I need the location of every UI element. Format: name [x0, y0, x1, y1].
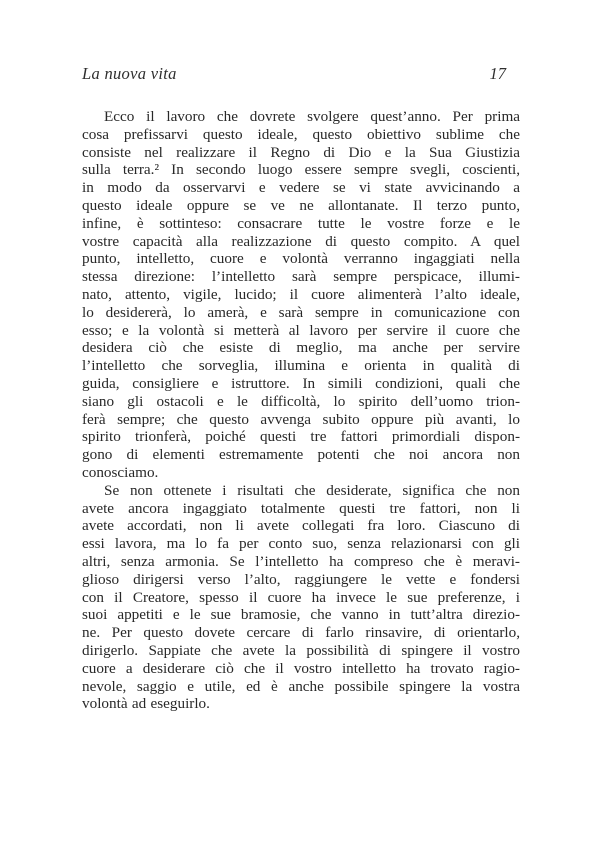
text-line: l’intelletto che sorveglia, illumina e orienta in qualità di: [82, 357, 520, 375]
paragraph: [82, 482, 520, 713]
text-line: cuore a desiderare ciò che il vostro intelletto ha trovato ragio-: [82, 659, 520, 677]
text-line: cosa prefissarvi questo ideale, questo obiettivo sublime che: [82, 125, 520, 143]
text-line: desidera ciò che esiste di meglio, ma anche per servire: [82, 339, 520, 357]
text-line: lo desidererà, lo amerà, e sarà sempre in comunicazione con: [82, 303, 520, 321]
text-line: glioso dirigersi verso l’alto, raggiungere le vette e fondersi: [82, 570, 520, 588]
text-line: suoi appetiti e le sue bramosie, che vanno in tutt’altra direzio-: [82, 606, 520, 624]
text-line: gono di elementi estremamente potenti che noi ancora non: [82, 446, 520, 464]
text-line: questo ideale oppure se ve ne allontanate. Il terzo punto,: [82, 196, 520, 214]
text-line: stessa direzione: l’intelletto sarà sempre perspicace, illumi-: [82, 268, 520, 286]
text-line: in modo da osservarvi e vedere se vi state avvicinando a: [82, 179, 520, 197]
text-line: esso; e la volontà si metterà al lavoro per servire il cuore che: [82, 321, 520, 339]
page-body: [82, 108, 520, 713]
running-title: La nuova vita: [82, 64, 177, 83]
text-line: vostre capacità alla realizzazione di questo compito. A quel: [82, 232, 520, 250]
text-line: infine, è sottinteso: consacrare tutte le vostre forze e le: [82, 214, 520, 232]
text-line: conosciamo.: [82, 463, 159, 481]
page-number: 17: [489, 64, 506, 83]
paragraph: [82, 108, 520, 482]
page-header: [82, 64, 520, 84]
text-line: dirigerlo. Sappiate che avete la possibilità di spingere il vostro: [82, 641, 520, 659]
text-line: ne. Per questo dovete cercare di farlo rinsavire, di orientarlo,: [82, 624, 520, 642]
text-line: punto, intelletto, cuore e volontà verranno ingaggiati nella: [82, 250, 520, 268]
text-line: consiste nel realizzare il Regno di Dio e la Sua Giustizia: [82, 143, 520, 161]
text-line: spirito trionferà, poiché questi tre fattori primordiali dispon-: [82, 428, 520, 446]
text-line: con il Creatore, spesso il cuore ha invece le sue preferenze, i: [82, 588, 520, 606]
text-line: altri, senza armonia. Se l’intelletto ha compreso che è meravi-: [82, 552, 520, 570]
text-line: sulla terra.² In secondo luogo essere sempre svegli, coscienti,: [82, 161, 520, 179]
text-line: nato, attento, vigile, lucido; il cuore alimenterà l’alto ideale,: [82, 285, 520, 303]
text-line: guida, consigliere e istruttore. In simili condizioni, quali che: [82, 374, 520, 392]
text-line: Ecco il lavoro che dovrete svolgere quest’anno. Per prima: [104, 108, 520, 125]
text-line: essi lavora, ma lo fa per conto suo, senza relazionarsi con gli: [82, 535, 520, 553]
text-line: siano gli ostacoli e le difficoltà, lo spirito dell’uomo trion-: [82, 392, 520, 410]
text-line: nevole, saggio e utile, ed è anche possibile spingere la vostra: [82, 677, 520, 695]
text-line: Se non ottenete i risultati che desiderate, significa che non: [104, 481, 520, 499]
text-line: avete ancora ingaggiato totalmente questi tre fattori, non li: [82, 499, 520, 517]
text-line: volontà ad eseguirlo.: [82, 695, 210, 713]
text-line: ferà sempre; che questo avvenga subito oppure più avanti, lo: [82, 410, 520, 428]
text-line: avete accordati, non li avete collegati fra loro. Ciascuno di: [82, 517, 520, 535]
